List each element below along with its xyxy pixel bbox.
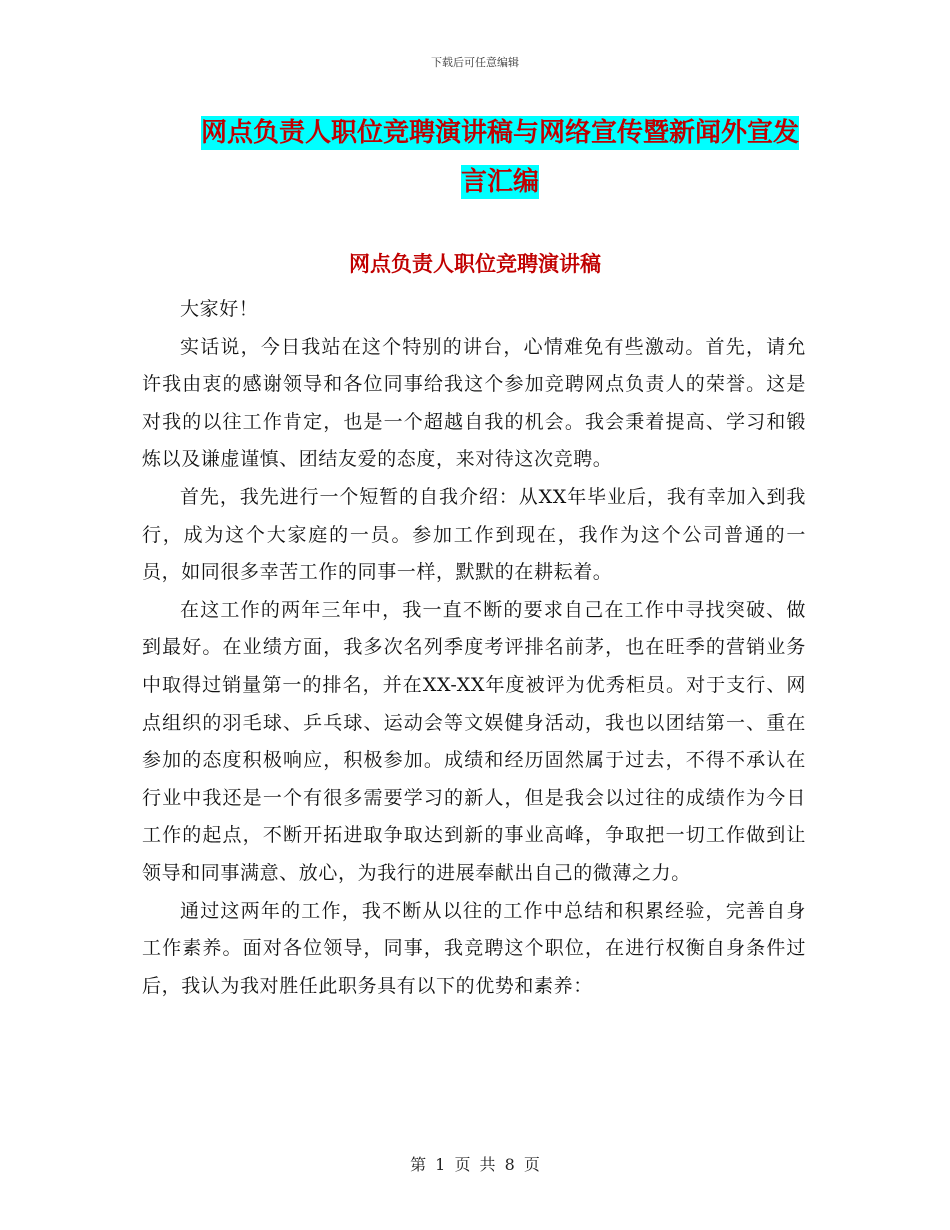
- header-note: 下载后可任意编辑: [431, 56, 519, 69]
- page-number-footer: 第 1 页 共 8 页: [410, 1155, 540, 1174]
- paragraph: 通过这两年的工作，我不断从以往的工作中总结和积累经验，完善自身工作素养。面对各位领导，同事，我竞聘这个职位，在进行权衡自身条件过后，我认为我对胜任此职务具有以下的优势和素养：: [142, 899, 806, 997]
- document-title: [150, 109, 850, 207]
- document-title-line-2: 言汇编: [460, 167, 539, 197]
- body-text: [142, 291, 806, 1005]
- paragraph: 实话说，今日我站在这个特别的讲台，心情难免有些激动。首先，请允许我由衷的感谢领导和各位同事给我这个参加竞聘网点负责人的荣誉。这是对我的以往工作肯定，也是一个超越自我的机会。我会秉着提高、学习和锻炼以及谦虚谨慎、团结友爱的态度，来对待这次竞聘。: [142, 335, 806, 471]
- paragraph: 在这工作的两年三年中，我一直不断的要求自己在工作中寻找突破、做到最好。在业绩方面，我多次名列季度考评排名前茅，也在旺季的营销业务中取得过销量第一的排名，并在XX-XX年度被评为优秀柜员。对于支行、网点组织的羽毛球、乒乓球、运动会等文娱健身活动，我也以团结第一、重在参加的态度积极响应，积极参加。成绩和经历固然属于过去，不得不承认在行业中我还是一个有很多需要学习的新人，但是我会以过往的成绩作为今日工作的起点，不断开拓进取争取达到新的事业高峰，争取把一切工作做到让领导和同事满意、放心，为我行的进展奉献出自己的微薄之力。: [142, 598, 806, 884]
- paragraph: 首先，我先进行一个短暂的自我介绍：从XX年毕业后，我有幸加入到我行，成为这个大家庭的一员。参加工作到现在，我作为这个公司普通的一员，如同很多幸苦工作的同事一样，默默的在耕耘着。: [142, 485, 806, 584]
- section-title: 网点负责人职位竞聘演讲稿: [349, 252, 601, 276]
- document-title-line-1: 网点负责人职位竞聘演讲稿与网络宣传暨新闻外宣发: [200, 118, 799, 148]
- paragraph: 大家好！: [180, 298, 259, 320]
